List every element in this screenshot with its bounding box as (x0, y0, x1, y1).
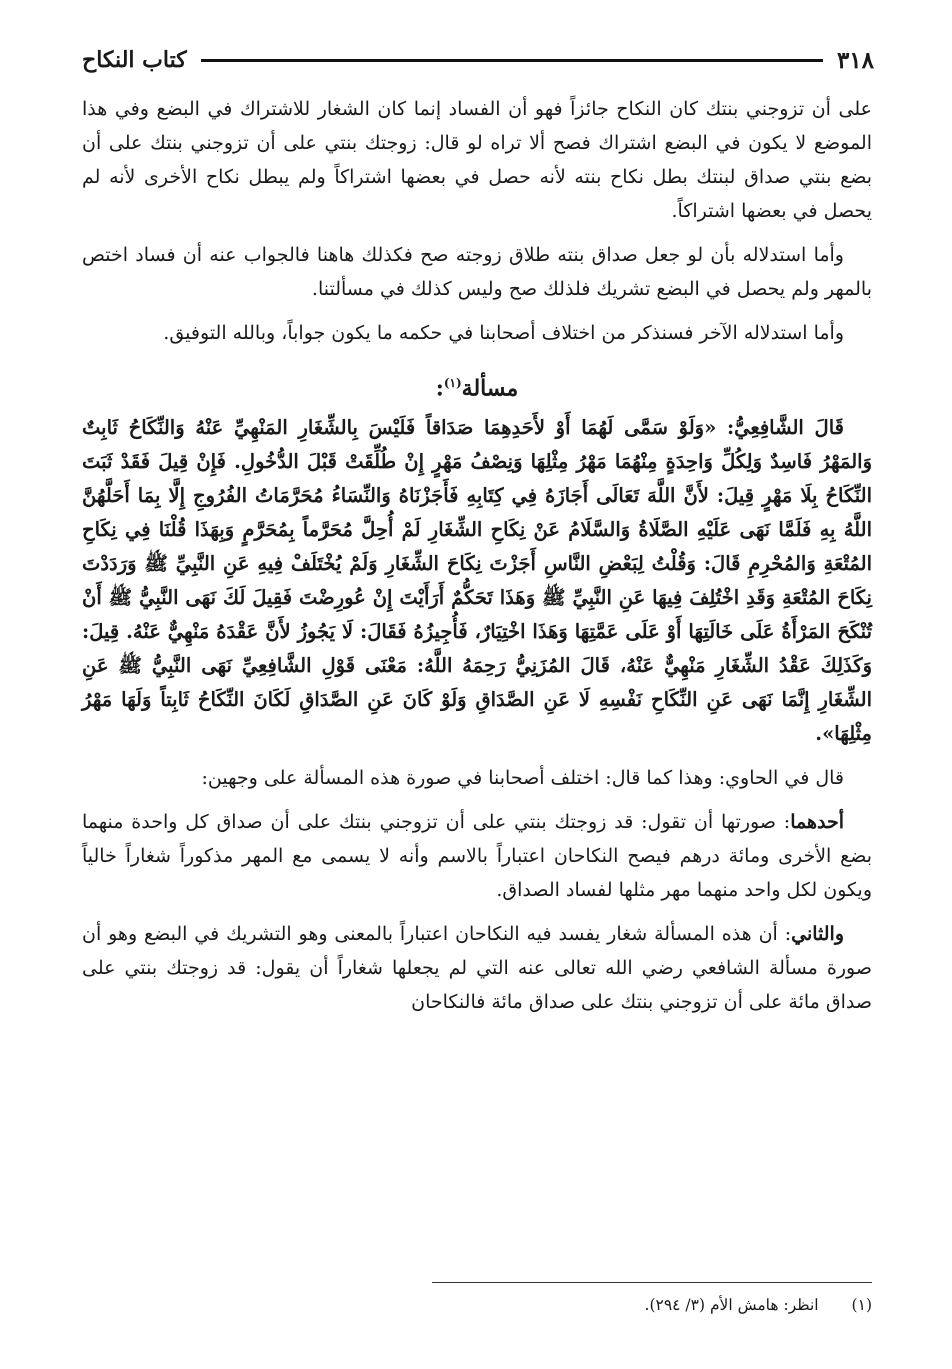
footnote-number: (١) (851, 1296, 872, 1314)
paragraph (82, 917, 872, 1019)
footnote-text: انظر: هامش الأم (٣/ ٢٩٤). (644, 1296, 819, 1314)
paragraph (82, 805, 872, 907)
book-title: كتاب النكاح (82, 47, 187, 73)
page-body (82, 92, 872, 1029)
running-header (82, 40, 874, 80)
heading-text: مسألة (461, 375, 519, 402)
paragraph: وأما استدلاله بأن لو جعل صداق بنته طلاق زوجته صح فكذلك هاهنا فالجواب عنه أن فساد اختص بالمهر ولم يحصل في البضع تشريك فلذلك صح وليس كذلك في مسألتنا. (82, 244, 872, 300)
header-rule (201, 59, 823, 62)
paragraph-text: : صورتها أن تقول: قد زوجتك بنتي على أن تزوجني بنتك على أن صداق كل واحدة منهما بضع الأخرى ومائة درهم فيصح النكاحان اعتباراً بالاسم وأنه لا يسمى مع المهر مذكوراً شغاراً خالياً ويكون لكل واحد منهما مهر مثلها لفساد الصداق. (82, 811, 872, 902)
footnote-divider (432, 1282, 872, 1283)
footnote (82, 1292, 872, 1318)
paragraph: قال في الحاوي: وهذا كما قال: اختلف أصحابنا في صورة هذه المسألة على وجهين: (201, 767, 844, 790)
paragraph: على أن تزوجني بنتك كان النكاح جائزاً فهو أن الفساد إنما كان الشغار للاشتراك في البضع وفي هذا الموضع لا يكون في البضع اشتراك فصح ألا تراه لو قال: زوجتك بنتي على أن تزوجني بنتك على أن بضع بنتي صداق لبنتك بطل نكاح بنته لأنه حصل في بعضها اشتراكاً ولم يبطل نكاح الأخرى لأنه لم يحصل في بعضها اشتراكاً. (82, 98, 872, 222)
page-number: ٣١٨ (836, 46, 874, 74)
main-text-quote: قَالَ الشَّافِعِيُّ: «وَلَوْ سَمَّى لَهُمَا أَوْ لأَحَدِهِمَا صَدَاقاً فَلَيْسَ بِالشِّغَارِ المَنْهِيِّ عَنْهُ وَالنِّكَاحُ ثَابِتٌ وَالمَهْرُ فَاسِدٌ وَلِكُلِّ وَاحِدَةٍ مِنْهُمَا مَهْرُ مِثْلِهَا وَنِصْفُ مَهْرٍ إِنْ طُلِّقَتْ قَبْلَ الدُّخُولِ. فَإِنْ قِيلَ فَقَدْ ثَبَتَ النِّكَاحُ بِلَا مَهْرٍ قِيلَ: لأَنَّ اللَّهَ تَعَالَى أَجَازَهُ فِي كِتَابِهِ فَأَجَزْنَاهُ وَالنِّسَاءُ مُحَرَّمَاتُ الفُرُوجِ إِلَّا بِمَا أَحَلَّهُنَّ اللَّهُ بِهِ فَلَمَّا نَهَى عَلَيْهِ الصَّلَاةُ وَالسَّلَامُ عَنْ نِكَاحِ الشِّغَارِ لَمْ أُحِلَّ مُحَرَّماً بِمُحَرَّمٍ وَبِهَذَا قُلْنَا فِي نِكَاحِ المُتْعَةِ وَالمُحْرِمِ قَالَ: وَقُلْتُ لِبَعْضِ النَّاسِ أَجَزْتَ نِكَاحَ الشِّغَارِ وَلَمْ يُخْتَلَفْ فِيهِ عَنِ النَّبِيِّ ﷺ وَرَدَدْتَ نِكَاحَ المُتْعَةِ وَقَدِ اخْتُلِفَ فِيهَا عَنِ النَّبِيِّ ﷺ وَهَذَا تَحَكُّمٌ أَرَأَيْتَ إِنْ عُورِضْتَ فَقِيلَ لَكَ نَهَى النَّبِيُّ ﷺ أَنْ تُنْكَحَ المَرْأَةُ عَلَى خَالَتِهَا أَوْ عَلَى عَمَّتِهَا وَهَذَا اخْتِيَارٌ، فَأُجِيزُهُ فَقَالَ: لَا يَجُوزُ لأَنَّ عَقْدَهُ مَنْهِيٌّ عَنْهُ. قِيلَ: وَكَذَلِكَ عَقْدُ الشِّغَارِ مَنْهِيٌّ عَنْهُ، قَالَ المُزَنِيُّ رَحِمَهُ اللَّهُ: مَعْنَى قَوْلِ الشَّافِعِيِّ نَهَى النَّبِيُّ ﷺ عَنِ الشِّغَارِ إِنَّمَا نَهَى عَنِ النِّكَاحِ نَفْسِهِ لَا عَنِ الصَّدَاقِ وَلَوْ كَانَ عَنِ الصَّدَاقِ لَكَانَ النِّكَاحُ ثَابِتاً وَلَهَا مَهْرُ مِثْلِهَا». (82, 416, 872, 746)
paragraph: وأما استدلاله الآخر فسنذكر من اختلاف أصحابنا في حكمه ما يكون جواباً، وبالله التوفيق. (163, 322, 844, 344)
footnote-ref: (١) (443, 376, 462, 390)
section-heading (82, 366, 872, 405)
heading-colon: : (435, 375, 444, 402)
paragraph-lead: أحدهما (790, 811, 844, 834)
paragraph-text: : أن هذه المسألة شغار يفسد فيه النكاحان اعتباراً بالمعنى وهو التشريك في البضع وهو أن صورة مسألة الشافعي رضي الله تعالى عنه التي لم يجعلها شغاراً أن يقول: قد زوجتك بنتي على صداق مائة على أن تزوجني بنتك على صداق مائة فالنكاحان (82, 923, 872, 1014)
paragraph-lead: والثاني (791, 923, 844, 946)
